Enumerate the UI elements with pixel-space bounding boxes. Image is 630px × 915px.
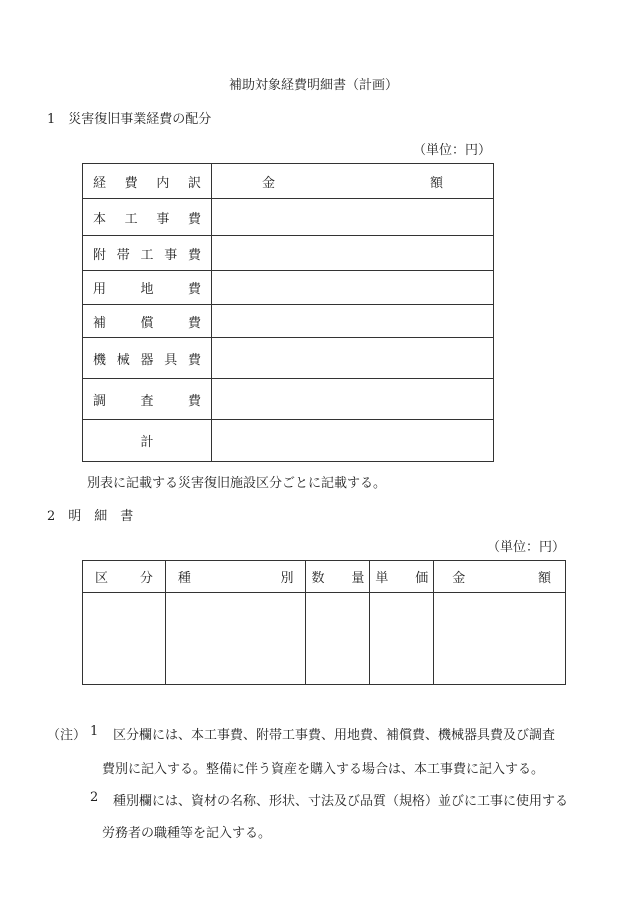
section1-unit-label: （単位：円） xyxy=(413,143,492,158)
table-row: 本 工 事 費 xyxy=(83,199,494,236)
quantity-cell[interactable] xyxy=(306,593,370,685)
document-title: 補助対象経費明細書（計画） xyxy=(229,78,399,93)
note2-line1: 種別欄には、資材の名称、形状、寸法及び品質（規格）並びに工事に使用する xyxy=(113,794,569,809)
section1-heading: 1 災害復旧事業経費の配分 xyxy=(47,112,212,127)
section1-note: 別表に記載する災害復旧施設区分ごとに記載する。 xyxy=(87,476,387,491)
table-row: 用 地 費 xyxy=(83,271,494,305)
note2-line2: 労務者の職種等を記入する。 xyxy=(102,826,272,841)
type-cell[interactable] xyxy=(165,593,306,685)
total-amount-cell[interactable] xyxy=(212,420,494,462)
header-quantity: 数 量 xyxy=(306,561,370,593)
section2-unit-label: （単位：円） xyxy=(487,540,566,555)
note1-number: 1 xyxy=(90,724,99,739)
amount-cell[interactable] xyxy=(212,199,494,236)
amount-cell[interactable] xyxy=(212,338,494,379)
table-row: 補 償 費 xyxy=(83,305,494,338)
header-category: 区 分 xyxy=(83,561,166,593)
note2-number: 2 xyxy=(90,790,99,805)
table-row: 機 械 器 具 費 xyxy=(83,338,494,379)
table-row: 調 査 費 xyxy=(83,379,494,420)
table-row xyxy=(83,593,566,685)
header-amount: 金 額 xyxy=(212,164,494,199)
expense-allocation-table xyxy=(82,163,494,462)
header-amount: 金 額 xyxy=(434,561,566,593)
table-row-total: 計 xyxy=(83,420,494,462)
amount-cell[interactable] xyxy=(212,379,494,420)
category-cell[interactable] xyxy=(83,593,166,685)
table-row: 附 帯 工 事 費 xyxy=(83,236,494,271)
notes-prefix: （注） xyxy=(47,728,87,743)
header-type: 種 別 xyxy=(165,561,306,593)
amount-cell[interactable] xyxy=(212,305,494,338)
note1-line2: 費別に記入する。整備に伴う資産を購入する場合は、本工事費に記入する。 xyxy=(102,762,545,777)
amount-cell[interactable] xyxy=(212,236,494,271)
detail-statement-table xyxy=(82,560,566,685)
unit-price-cell[interactable] xyxy=(370,593,434,685)
header-unit-price: 単 価 xyxy=(370,561,434,593)
amount-cell[interactable] xyxy=(434,593,566,685)
section2-heading: 2 明 細 書 xyxy=(47,509,134,524)
note1-line1: 区分欄には、本工事費、附帯工事費、用地費、補償費、機械器具費及び調査 xyxy=(113,728,556,743)
header-item: 経 費 内 訳 xyxy=(83,164,212,199)
amount-cell[interactable] xyxy=(212,271,494,305)
